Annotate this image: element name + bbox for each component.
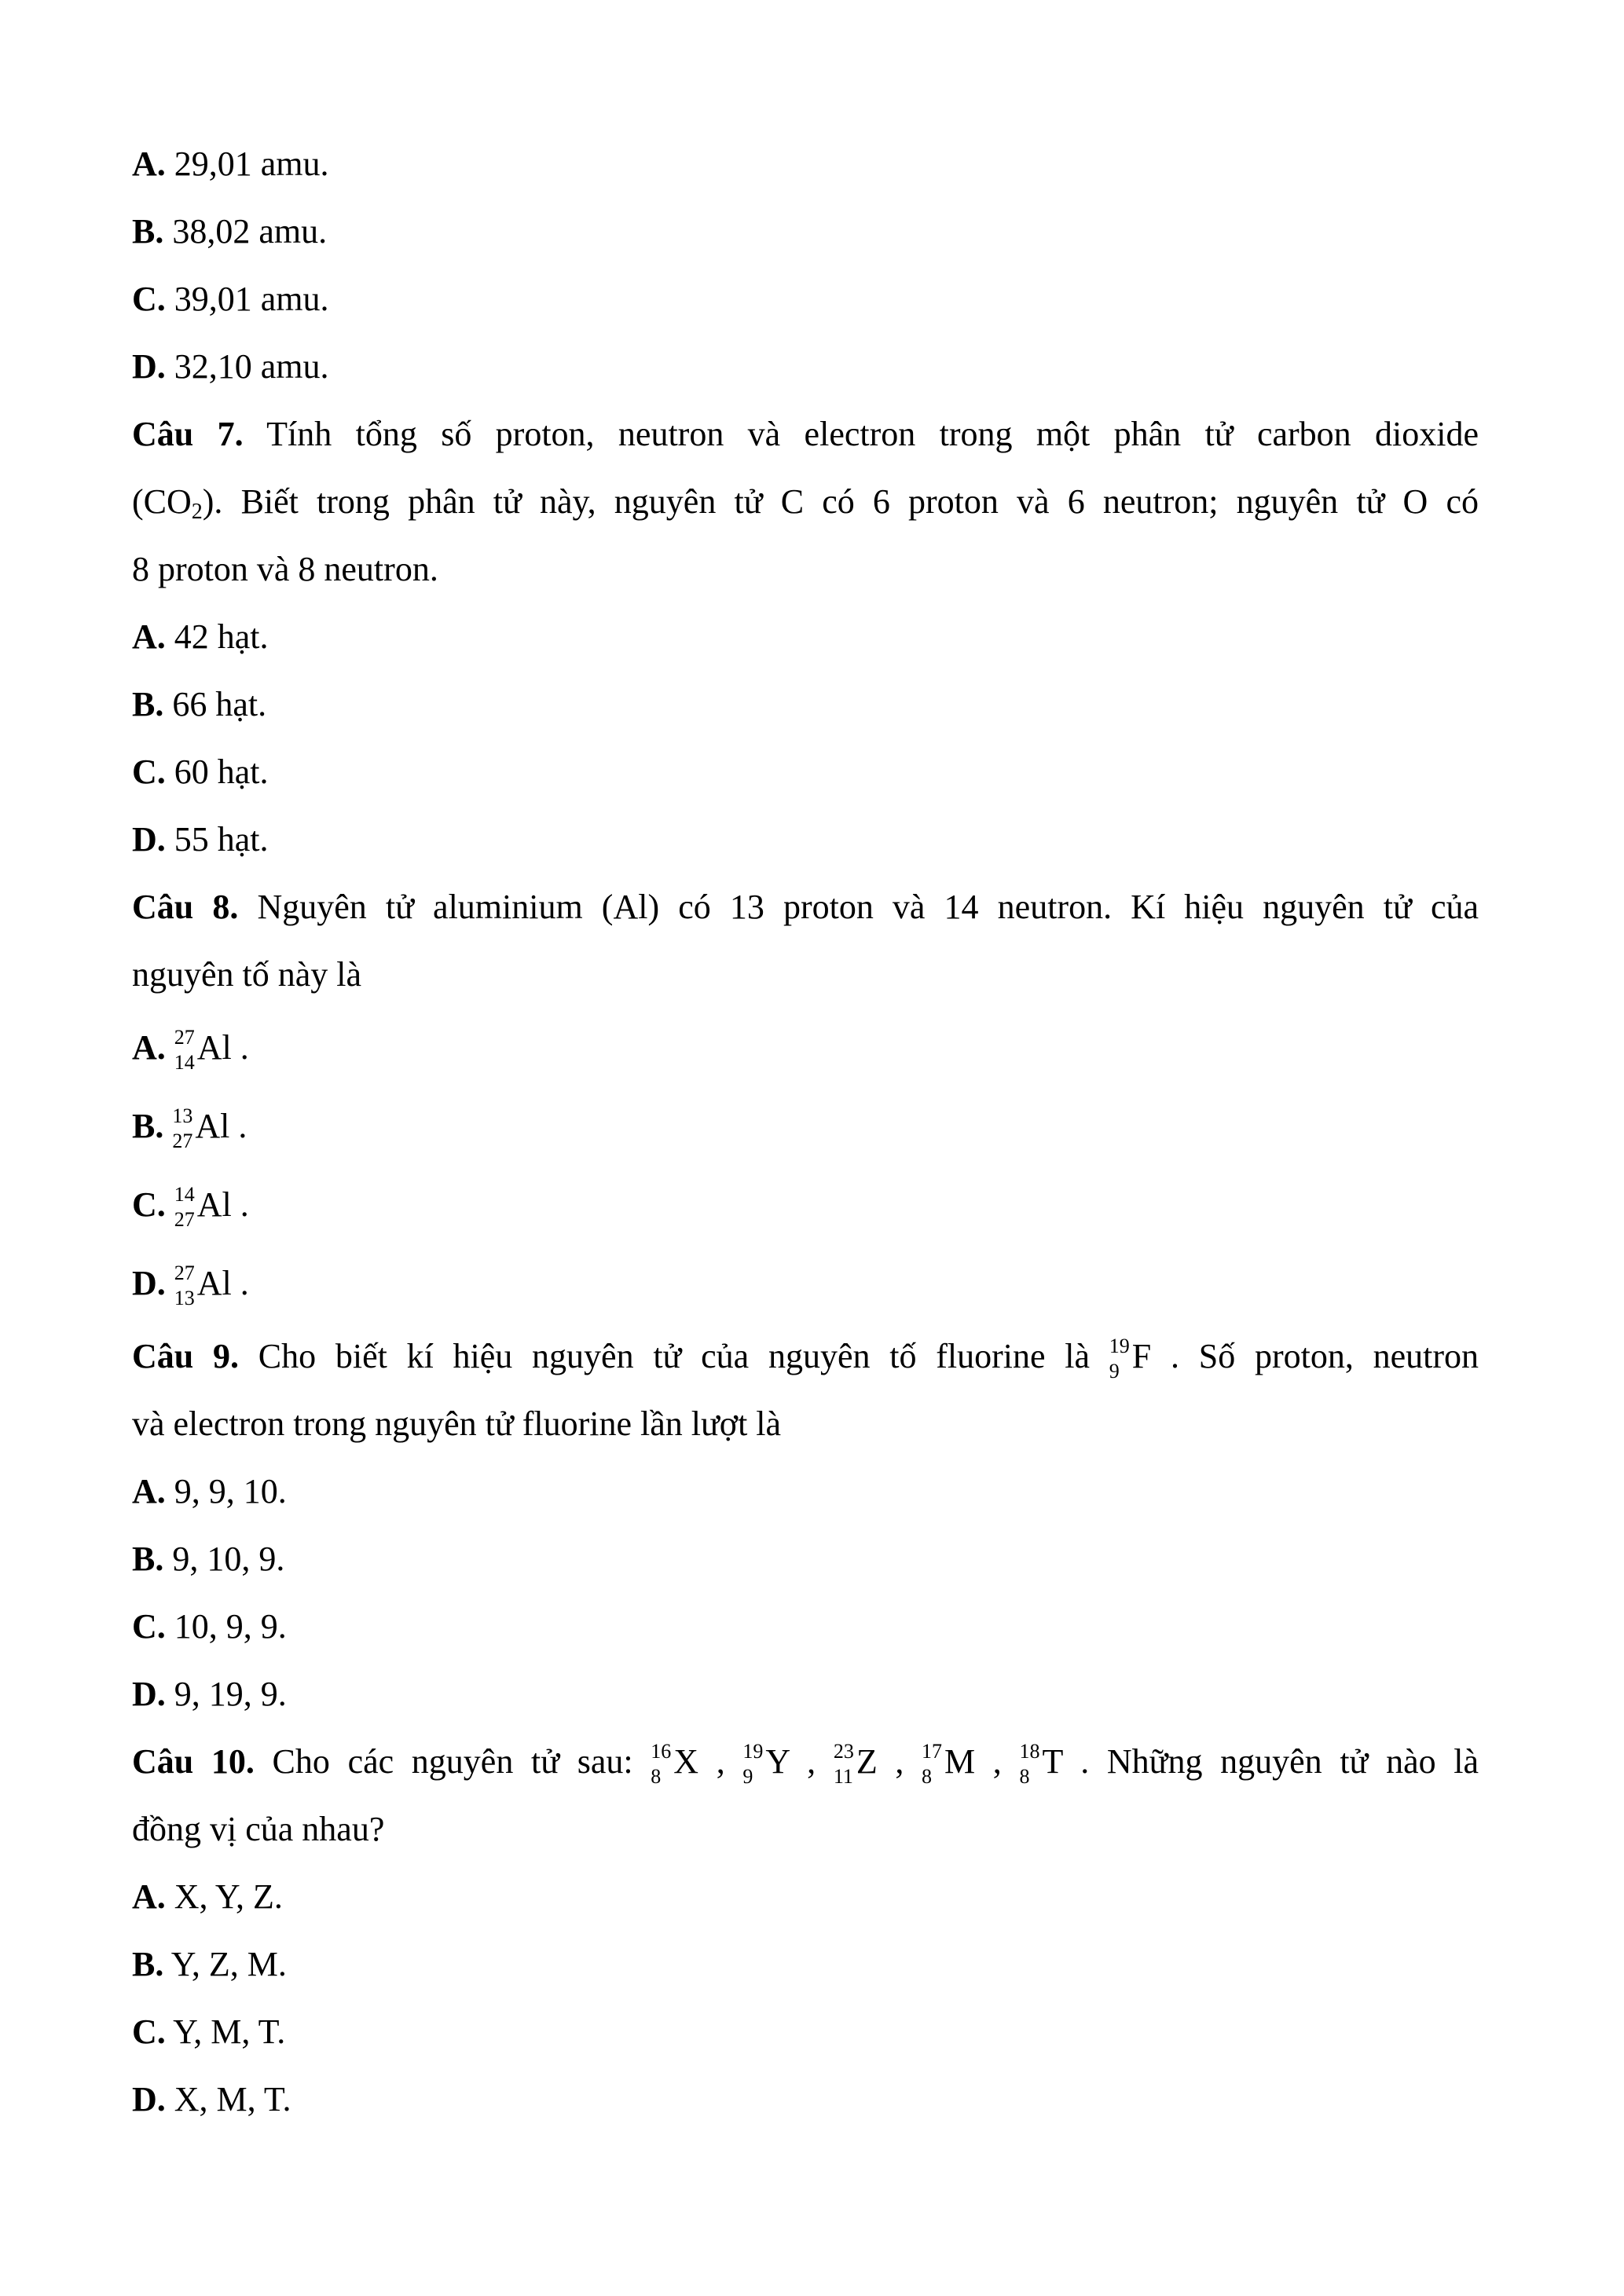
isotope-notation (742, 1740, 790, 1788)
option-label: D. (132, 1675, 166, 1713)
text-run: Cho các nguyên tử sau: (254, 1742, 651, 1781)
answer-option (132, 2066, 1479, 2133)
isotope-numbers (174, 1185, 195, 1230)
element-symbol: Al (196, 1028, 232, 1067)
text-run: Cho biết kí hiệu nguyên tử của nguyên tố fluorine là (239, 1337, 1109, 1375)
text-run: 9, 9, 10. (165, 1472, 287, 1511)
question-line (132, 1323, 1479, 1390)
option-label: D. (132, 820, 166, 859)
text-run: Y, M, T. (165, 2012, 286, 2051)
option-label: B. (132, 212, 164, 251)
option-label: C. (132, 1607, 166, 1646)
mass-number: 27 (174, 1262, 195, 1284)
answer-option (132, 671, 1479, 738)
text-run: , (698, 1742, 743, 1781)
text-run: 8 proton và 8 neutron. (132, 550, 438, 588)
text-run: 10, 9, 9. (165, 1607, 287, 1646)
atomic-number: 14 (174, 1051, 195, 1074)
isotope-numbers (174, 1027, 195, 1073)
isotope-notation (922, 1740, 976, 1788)
isotope-numbers (742, 1741, 763, 1787)
element-symbol: Al (196, 1264, 232, 1302)
question-line (132, 1796, 1479, 1863)
mass-number: 19 (742, 1740, 764, 1763)
isotope-numbers (1109, 1336, 1130, 1382)
answer-option (132, 1593, 1479, 1661)
answer-option (132, 1931, 1479, 1998)
answer-option (132, 1661, 1479, 1728)
isotope-numbers (174, 1263, 195, 1309)
atomic-number: 27 (174, 1208, 195, 1231)
mass-number: 18 (1019, 1740, 1040, 1763)
question-line (132, 536, 1479, 603)
text-run: . Số proton, neutron (1151, 1337, 1479, 1375)
element-symbol: F (1131, 1337, 1152, 1375)
element-symbol: T (1042, 1742, 1063, 1781)
text-run: nguyên tố này là (132, 955, 362, 994)
text-run: 29,01 amu. (165, 145, 329, 183)
option-label: A. (132, 1472, 166, 1511)
option-label: B. (132, 1107, 164, 1145)
answer-option (132, 603, 1479, 671)
isotope-notation (651, 1740, 699, 1788)
option-label: D. (132, 2080, 166, 2118)
mass-number: 14 (174, 1183, 195, 1206)
atomic-number: 27 (172, 1130, 193, 1152)
text-run: 39,01 amu. (165, 280, 329, 318)
text-run: . (231, 1264, 249, 1302)
isotope-numbers (922, 1741, 942, 1787)
option-label: B. (132, 1945, 164, 1983)
atomic-number: 11 (833, 1765, 853, 1788)
option-label: C. (132, 2012, 166, 2051)
text-run: Y, Z, M. (163, 1945, 287, 1983)
isotope-notation (172, 1104, 230, 1152)
atomic-number: 9 (742, 1765, 753, 1788)
document-content (132, 130, 1479, 2133)
answer-option (132, 1458, 1479, 1525)
element-symbol: Al (196, 1185, 232, 1224)
isotope-numbers (1019, 1741, 1039, 1787)
answer-option (132, 1087, 1479, 1166)
element-symbol: Z (856, 1742, 878, 1781)
text-run: . Những nguyên tử nào là (1062, 1742, 1479, 1781)
question-line (132, 1728, 1479, 1796)
question-line (132, 401, 1479, 468)
mass-number: 19 (1109, 1335, 1130, 1357)
atomic-number: 8 (922, 1765, 933, 1788)
text-run: (CO (132, 482, 192, 521)
text-run: , (975, 1742, 1020, 1781)
answer-option (132, 1166, 1479, 1244)
mass-number: 17 (922, 1740, 943, 1763)
text-run: 32,10 amu. (165, 347, 329, 386)
element-symbol: Al (195, 1107, 230, 1145)
text-run: 9, 19, 9. (165, 1675, 287, 1713)
isotope-notation (833, 1740, 878, 1788)
option-label: A. (132, 1877, 166, 1916)
text-run: Nguyên tử aluminium (Al) có 13 proton và 14 neutron. Kí hiệu nguyên tử của (238, 888, 1479, 926)
isotope-notation (174, 1262, 232, 1309)
option-label: D. (132, 1264, 166, 1302)
isotope-numbers (651, 1741, 671, 1787)
atomic-number: 8 (651, 1765, 662, 1788)
question-number: Câu 10. (132, 1742, 255, 1781)
text-run: Tính tổng số proton, neutron và electron trong một phân tử carbon dioxide (243, 415, 1479, 453)
element-symbol: X (673, 1742, 699, 1781)
text-run: 55 hạt. (165, 820, 269, 859)
question-line (132, 468, 1479, 536)
atomic-number: 13 (174, 1287, 195, 1309)
answer-option (132, 806, 1479, 873)
element-symbol: M (944, 1742, 976, 1781)
answer-option (132, 1244, 1479, 1323)
element-symbol: Y (765, 1742, 790, 1781)
answer-option (132, 333, 1479, 401)
isotope-notation (1019, 1740, 1063, 1788)
answer-option (132, 1009, 1479, 1087)
subscript: 2 (191, 500, 203, 524)
mass-number: 23 (833, 1740, 854, 1763)
mass-number: 16 (651, 1740, 672, 1763)
isotope-notation (174, 1026, 232, 1074)
question-number: Câu 7. (132, 415, 244, 453)
mass-number: 27 (174, 1026, 195, 1049)
text-run: 66 hạt. (163, 685, 267, 723)
text-run: ). Biết trong phân tử này, nguyên tử C có 6 proton và 6 neutron; nguyên tử O có (202, 482, 1479, 521)
answer-option (132, 1863, 1479, 1931)
question-number: Câu 8. (132, 888, 239, 926)
question-number: Câu 9. (132, 1337, 239, 1375)
option-label: C. (132, 280, 166, 318)
option-label: B. (132, 685, 164, 723)
text-run: đồng vị của nhau? (132, 1810, 385, 1848)
answer-option (132, 198, 1479, 265)
option-label: B. (132, 1540, 164, 1578)
text-run (163, 1107, 172, 1145)
text-run: 60 hạt. (165, 753, 269, 791)
question-line (132, 873, 1479, 941)
question-line (132, 1390, 1479, 1458)
text-run: , (789, 1742, 834, 1781)
answer-option (132, 1998, 1479, 2066)
option-label: A. (132, 145, 166, 183)
text-run: . (229, 1107, 247, 1145)
option-label: A. (132, 617, 166, 656)
text-run: . (231, 1028, 249, 1067)
text-run: X, Y, Z. (165, 1877, 283, 1916)
isotope-numbers (172, 1106, 192, 1152)
isotope-notation (174, 1183, 232, 1231)
text-run: 38,02 amu. (163, 212, 328, 251)
answer-option (132, 1525, 1479, 1593)
atomic-number: 9 (1109, 1360, 1120, 1382)
option-label: C. (132, 753, 166, 791)
isotope-notation (1109, 1335, 1152, 1382)
text-run: 9, 10, 9. (163, 1540, 285, 1578)
text-run (166, 1264, 174, 1302)
mass-number: 13 (172, 1104, 193, 1127)
text-run (166, 1185, 174, 1224)
option-label: C. (132, 1185, 166, 1224)
text-run: , (877, 1742, 922, 1781)
option-label: D. (132, 347, 166, 386)
answer-option (132, 265, 1479, 333)
answer-option (132, 130, 1479, 198)
option-label: A. (132, 1028, 166, 1067)
answer-option (132, 738, 1479, 806)
text-run (166, 1028, 174, 1067)
text-run: 42 hạt. (165, 617, 269, 656)
text-run: . (231, 1185, 249, 1224)
text-run: và electron trong nguyên tử fluorine lần lượt là (132, 1404, 782, 1443)
question-line (132, 941, 1479, 1009)
isotope-numbers (834, 1741, 854, 1787)
atomic-number: 8 (1019, 1765, 1030, 1788)
text-run: X, M, T. (165, 2080, 291, 2118)
